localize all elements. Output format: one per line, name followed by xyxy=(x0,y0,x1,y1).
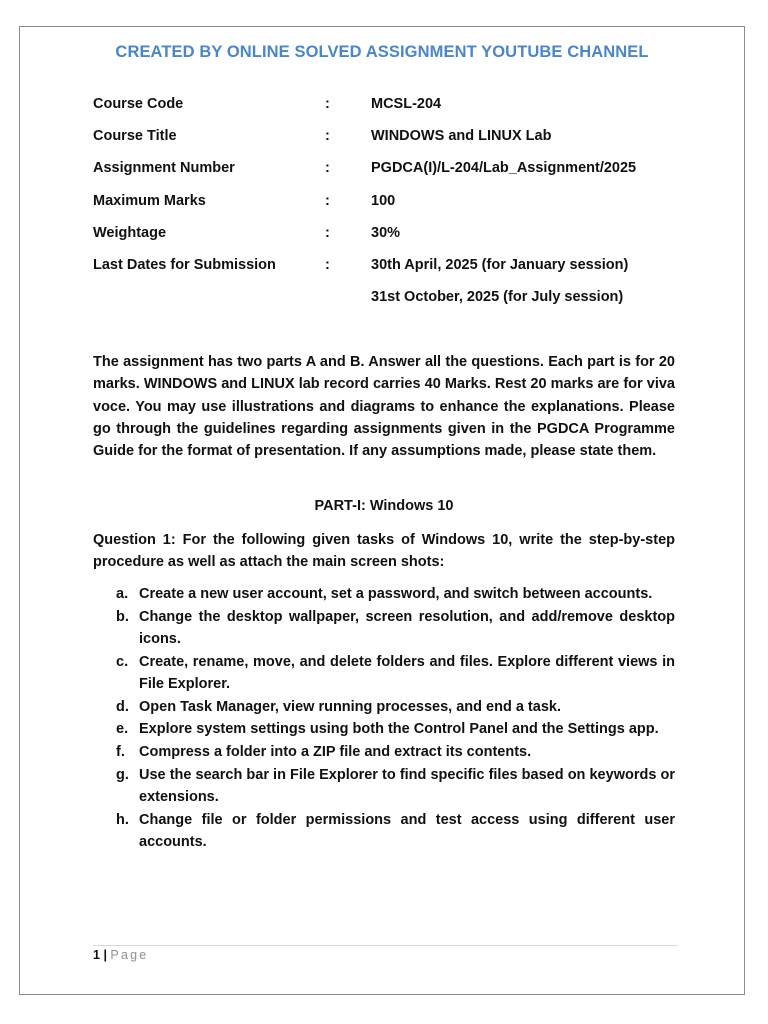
list-item xyxy=(93,809,675,854)
list-marker: g. xyxy=(116,766,129,783)
list-text: Change file or folder permissions and test access using different user accounts. xyxy=(139,811,675,850)
info-label: Last Dates for Submission xyxy=(93,256,276,273)
list-marker: e. xyxy=(116,721,129,738)
info-label: Weightage xyxy=(93,224,167,241)
list-text: Open Task Manager, view running processes, and end a task. xyxy=(139,698,561,715)
list-text: Use the search bar in File Explorer to find specific files based on keywords or extensions. xyxy=(139,766,675,806)
info-value: PGDCA(I)/L-204/Lab_Assignment/2025 xyxy=(371,160,637,177)
list-text: Compress a folder into a ZIP file and extract its contents. xyxy=(139,744,532,761)
page-number: 1 xyxy=(93,948,100,962)
info-value: 31st October, 2025 (for July session) xyxy=(371,289,624,306)
info-value: 30% xyxy=(371,224,401,241)
info-separator: : xyxy=(325,128,330,145)
list-marker: b. xyxy=(116,608,129,625)
list-text: Change the desktop wallpaper, screen resolution, and add/remove desktop icons. xyxy=(139,608,675,647)
list-item xyxy=(93,741,675,763)
intro-paragraph: The assignment has two parts A and B. Answer all the questions. Each part is for 20 marks. WINDOWS and LINUX lab record carries 40 Marks. Rest 20 marks are for viva voce. You may use illustrations and diagrams to enhance the explanations. Please go through the guidelines regarding assignments given in the PGDCA Programme Guide for the format of presentation. If any assumptions made, please state them. xyxy=(93,354,675,460)
list-item xyxy=(93,764,675,809)
info-label: Course Code xyxy=(93,96,184,112)
page-footer xyxy=(93,948,148,962)
info-separator: : xyxy=(325,160,330,177)
info-label: Course Title xyxy=(93,128,177,145)
info-label: Maximum Marks xyxy=(93,192,206,209)
list-item xyxy=(93,696,675,718)
list-marker: d. xyxy=(116,698,129,715)
list-marker: f. xyxy=(116,744,125,761)
list-text: Create, rename, move, and delete folders and files. Explore different views in File Explorer. xyxy=(139,653,675,692)
task-list xyxy=(93,583,675,854)
list-item xyxy=(93,606,675,651)
page-label: Page xyxy=(110,948,149,962)
footer-separator: | xyxy=(103,948,107,962)
list-marker: h. xyxy=(116,811,129,828)
info-value: WINDOWS and LINUX Lab xyxy=(371,128,552,145)
channel-header: CREATED BY ONLINE SOLVED ASSIGNMENT YOUTUBE CHANNEL xyxy=(115,43,649,61)
info-value: MCSL-204 xyxy=(371,96,442,112)
list-text: Explore system settings using both the Control Panel and the Settings app. xyxy=(139,721,659,738)
info-separator: : xyxy=(325,224,330,241)
list-marker: c. xyxy=(116,653,129,670)
info-value: 30th April, 2025 (for January session) xyxy=(371,256,629,273)
list-item xyxy=(93,651,675,696)
info-separator: : xyxy=(325,192,330,209)
list-item xyxy=(93,583,675,605)
info-value: 100 xyxy=(371,192,396,209)
list-marker: a. xyxy=(116,586,129,602)
question-1: Question 1: For the following given tasks of Windows 10, write the step-by-step procedure as well as attach the main screen shots: xyxy=(93,532,675,571)
footer-divider xyxy=(93,945,678,946)
info-separator: : xyxy=(325,256,330,273)
part-title: PART-I: Windows 10 xyxy=(314,498,454,514)
info-separator: : xyxy=(325,96,330,112)
info-label: Assignment Number xyxy=(93,160,235,177)
list-text: Create a new user account, set a password, and switch between accounts. xyxy=(139,586,653,602)
list-item xyxy=(93,718,675,740)
